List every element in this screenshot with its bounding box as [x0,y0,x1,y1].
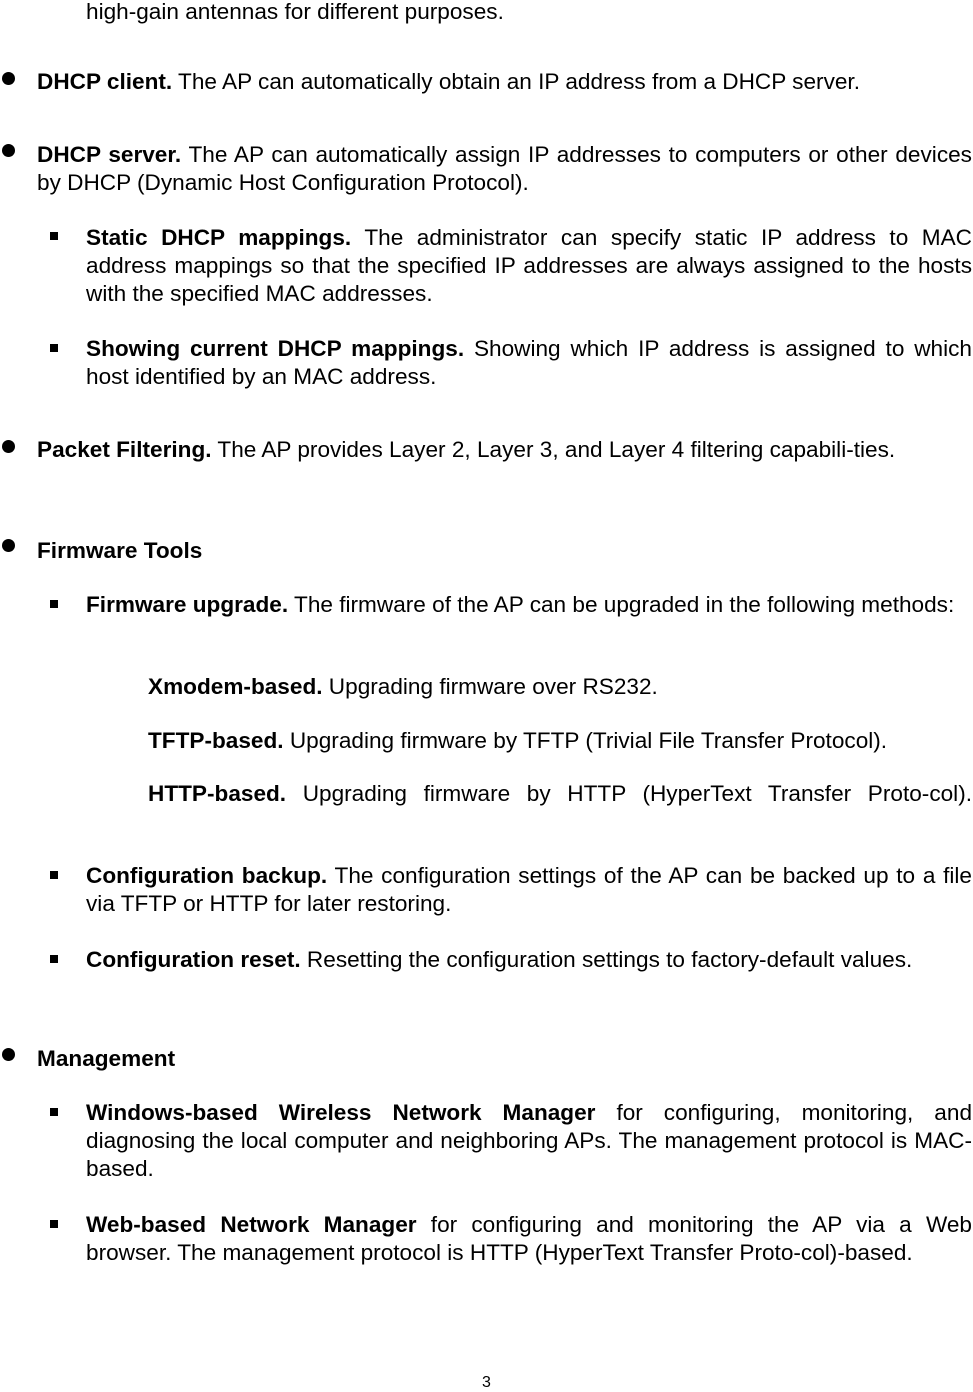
dhcp-client-title: DHCP client. [37,69,173,94]
bullet-square-icon [50,344,58,352]
xmodem-text: Upgrading firmware over RS232. [322,674,658,699]
windows-manager-text: for configuring, monitoring, and diagnosing the local computer and neighboring APs. The management protocol is MAC-based. [86,1100,973,1181]
current-dhcp-text: Showing which IP address is assigned to which host identified by an MAC address. [86,336,972,389]
current-dhcp-title: Showing current DHCP mappings. [86,336,465,361]
static-dhcp-title: Static DHCP mappings. [86,225,352,250]
bullet-dot-icon [2,440,15,453]
web-manager-title: Web-based Network Manager [86,1212,417,1237]
web-manager-text: for configuring and monitoring the AP via a Web browser. The management protocol is HTTP (HyperText Transfer Proto-col)-based. [86,1212,972,1265]
intro-line: high-gain antennas for different purposes. [86,0,504,24]
dhcp-server-item [37,141,972,197]
firmware-upgrade-title: Firmware upgrade. [86,592,289,617]
http-item [148,780,972,808]
dhcp-client-text: The AP can automatically obtain an IP address from a DHCP server. [172,69,860,94]
windows-manager-item [86,1099,972,1183]
bullet-square-icon [50,232,58,240]
static-dhcp-text: The administrator can specify static IP address to MAC address mappings so that the specified IP addresses are always assigned to the hosts with the specified MAC addresses. [86,225,972,306]
bullet-dot-icon [2,539,15,552]
packet-filtering-item [37,436,972,464]
bullet-square-icon [50,1220,58,1228]
dhcp-server-title: DHCP server. [37,142,182,167]
packet-filtering-text: The AP provides Layer 2, Layer 3, and Layer 4 filtering capabili-ties. [211,437,896,462]
http-text: Upgrading firmware by HTTP (HyperText Transfer Proto-col). [286,781,972,806]
bullet-dot-icon [2,1048,15,1061]
config-reset-item [86,946,972,974]
http-title: HTTP-based. [148,781,287,806]
current-dhcp-item [86,335,972,391]
xmodem-title: Xmodem-based. [148,674,323,699]
config-reset-title: Configuration reset. [86,947,301,972]
tftp-item [148,727,972,755]
dhcp-client-item [37,68,972,96]
firmware-tools-heading: Firmware Tools [37,538,203,563]
tftp-title: TFTP-based. [148,728,284,753]
dhcp-server-text: The AP can automatically assign IP addresses to computers or other devices by DHCP (Dynamic Host Configuration Protocol). [37,142,972,195]
bullet-square-icon [50,955,58,963]
config-reset-text: Resetting the configuration settings to factory-default values. [300,947,913,972]
config-backup-text: The configuration settings of the AP can be backed up to a file via TFTP or HTTP for later restoring. [86,863,972,916]
firmware-upgrade-item [86,591,972,619]
page-number: 3 [482,1374,491,1391]
config-backup-item [86,862,972,918]
packet-filtering-title: Packet Filtering. [37,437,212,462]
bullet-square-icon [50,600,58,608]
config-backup-title: Configuration backup. [86,863,328,888]
tftp-text: Upgrading firmware by TFTP (Trivial File Transfer Protocol). [283,728,888,753]
bullet-square-icon [50,1108,58,1116]
bullet-square-icon [50,871,58,879]
web-manager-item [86,1211,972,1267]
bullet-dot-icon [2,72,15,85]
management-heading: Management [37,1046,176,1071]
windows-manager-title: Windows-based Wireless Network Manager [86,1100,596,1125]
xmodem-item [148,673,972,701]
static-dhcp-item [86,224,972,308]
bullet-dot-icon [2,144,15,157]
firmware-upgrade-text: The firmware of the AP can be upgraded in the following methods: [288,592,955,617]
